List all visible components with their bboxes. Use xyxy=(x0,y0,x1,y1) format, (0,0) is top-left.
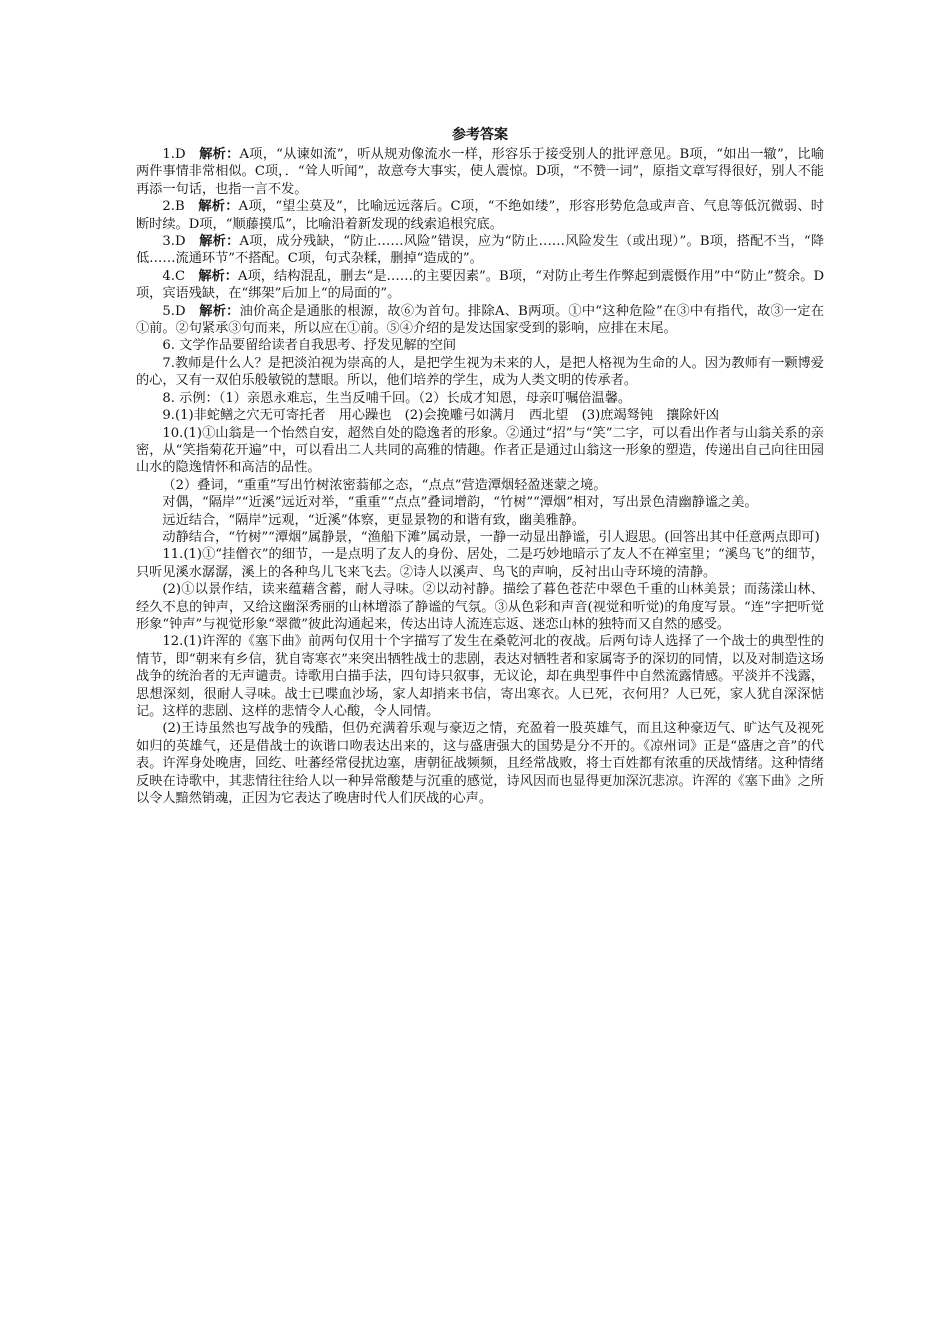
answer-10-part-1: 10.(1)①山翁是一个怡然自安，超然自处的隐逸者的形象。②通过“招”与“笑”二字，可以看出作者与山翁关系的亲密，从“笑指菊花开遍”中，可以看出二人共同的高雅的情趣。作者正是通过山翁这一形象的塑造，传递出自己向往田园山水的隐逸情怀和高洁的品性。 xyxy=(136,425,824,476)
answer-number: 5.D xyxy=(162,303,186,319)
answer-text: A项，“望尘莫及”，比喻远远落后。C项，“不绝如缕”，形容形势危急或声音、气息等低沉微弱、时断时续。D项，“顺藤摸瓜”，比喻沿着新发现的线索追根究底。 xyxy=(136,199,824,232)
answer-number: 2.B xyxy=(162,199,185,215)
answer-number: 4.C xyxy=(162,268,186,284)
answer-10-point-duiou: 对偶，“隔岸”“近溪”远近对举，“重重”“点点”叠词增韵，“竹树”“潭烟”相对，写出景色清幽静谧之美。 xyxy=(162,495,758,511)
answer-10-point-dongjing: 动静结合，“竹树”“潭烟”属静景，“渔船下滩”属动景，一静一动显出静谧，引人遐思。(回答出其中任意两点即可) xyxy=(162,529,820,545)
analysis-label: 解析： xyxy=(198,268,239,284)
answer-text: A项，成分残缺，“防止……风险”错误，应为“防止……风险发生（或出现）”。B项，搭配不当，“降低……流通环节”不搭配。C项，句式杂糅，删掉“造成的”。 xyxy=(136,234,825,267)
analysis-label: 解析： xyxy=(198,199,239,215)
answer-8: 8. 示例：（1）亲恩永难忘，生当反哺千回。（2）长成才知恩，母亲叮嘱倍温馨。 xyxy=(162,390,632,406)
answer-12-part-1: 12.(1)许浑的《塞下曲》前两句仅用十个字描写了发生在桑乾河北的夜战。后两句诗人选择了一个战士的典型性的情节，即“朝来有乡信，犹自寄寒衣”来突出牺牲战士的悲剧，表达对牺牲者和家属寄予的深切的同情，以及对制造这场战争的统治者的无声谴责。诗歌用白描手法，四句诗只叙事，无议论，却在典型事件中自然流露情感。平淡并不浅露，思想深刻，很耐人寻味。战士已喋血沙场，家人却捎来书信，寄出寒衣。人已死，衣何用？人已死，家人犹自深深惦记。这样的悲剧、这样的悲情令人心酸，令人同情。 xyxy=(136,634,824,719)
page-title: 参考答案 xyxy=(452,127,508,143)
answer-6: 6. 文学作品要留给读者自我思考、抒发见解的空间 xyxy=(162,338,457,354)
answer-number: 1.D xyxy=(162,147,186,162)
answer-text: A项，结构混乱，删去“是……的主要因素”。B项，“对防止考生作弊起到震慑作用”中“防止”赘余。D项，宾语残缺，在“绑架”后加上“的局面的”。 xyxy=(136,268,825,302)
analysis-label: 解析： xyxy=(199,303,240,319)
answer-number: 3.D xyxy=(162,234,186,250)
answer-sheet xyxy=(136,126,824,807)
answer-1 xyxy=(136,146,824,198)
answer-5 xyxy=(136,303,824,338)
answer-10-point-yuanjin: 远近结合，“隔岸”远观，“近溪”体察，更显景物的和谐有致，幽美雅静。 xyxy=(162,512,585,528)
answer-11-part-2: (2)①以景作结，读来蕴藉含蓄，耐人寻味。②以动衬静。描绘了暮色苍茫中翠色千重的山林美景；而荡漾山林、经久不息的钟声，又给这幽深秀丽的山林增添了静谧的气氛。③从色彩和声音(视觉和听觉)的角度写景。“连”字把听觉形象“钟声”与视觉形象“翠微”彼此沟通起来，传达出诗人流连忘返、迷恋山林的独特而又自然的感受。 xyxy=(136,582,824,632)
answer-9: 9.(1)非蛇鳝之穴无可寄托者 用心躁也 (2)会挽雕弓如满月 西北望 (3)庶竭驽钝 攘除奸凶 xyxy=(162,408,719,424)
answer-2 xyxy=(136,198,824,233)
answer-text: A项，“从谏如流”，听从规劝像流水一样，形容乐于接受别人的批评意见。B项，“如出一辙”，比喻两件事情非常相似。C项，．“耸人听闻”，故意夸大事实，使人震惊。D项，“不赞一词”，原指文章写得很好，别人不能再添一句话，也指一言不发。 xyxy=(136,147,825,197)
answer-4 xyxy=(136,268,824,303)
answer-3 xyxy=(136,233,824,268)
analysis-label: 解析： xyxy=(199,234,240,250)
answer-12-part-2: (2)王诗虽然也写战争的残酷，但仍充满着乐观与豪迈之情，充盈着一股英雄气，而且这种豪迈气、旷达气及视死如归的英雄气，还是借战士的诙谐口吻表达出来的，这与盛唐强大的国势是分不开的。《凉州词》正是“盛唐之音”的代表。许浑身处晚唐，回纥、吐蕃经常侵扰边塞，唐朝征战频频，且经常战败，将士百姓都有浓重的厌战情绪。这种情绪反映在诗歌中，其悲情往往给人以一种异常酸楚与沉重的感觉，诗风因而也显得更加深沉悲凉。许浑的《塞下曲》之所以令人黯然销魂，正因为它表达了晚唐时代人们厌战的心声。 xyxy=(136,721,824,807)
answer-11-part-1: 11.(1)①“挂僧衣”的细节，一是点明了友人的身份、居处，二是巧妙地暗示了友人不在禅室里；“溪鸟飞”的细节，只听见溪水潺潺，溪上的各种鸟儿飞来飞去。②诗人以溪声、鸟飞的声响，反衬出山寺环境的清静。 xyxy=(136,547,824,580)
answer-10-part-2: （2）叠词，“重重”写出竹树浓密蓊郁之态，“点点”营造潭烟轻盈迷蒙之境。 xyxy=(162,477,607,493)
analysis-label: 解析： xyxy=(199,147,240,162)
answer-text: 油价高企是通胀的根源，故⑥为首句。排除A、B两项。①中“这种危险”在③中有指代，故③一定在①前。②句紧承③句而来，所以应在①前。⑤④介绍的是发达国家受到的影响，应排在末尾。 xyxy=(136,303,825,337)
answer-7: 7.教师是什么人？是把淡泊视为崇高的人，是把学生视为未来的人，是把人格视为生命的人。因为教师有一颗博爱的心，又有一双伯乐般敏锐的慧眼。所以，他们培养的学生，成为人类文明的传承者。 xyxy=(136,355,824,389)
